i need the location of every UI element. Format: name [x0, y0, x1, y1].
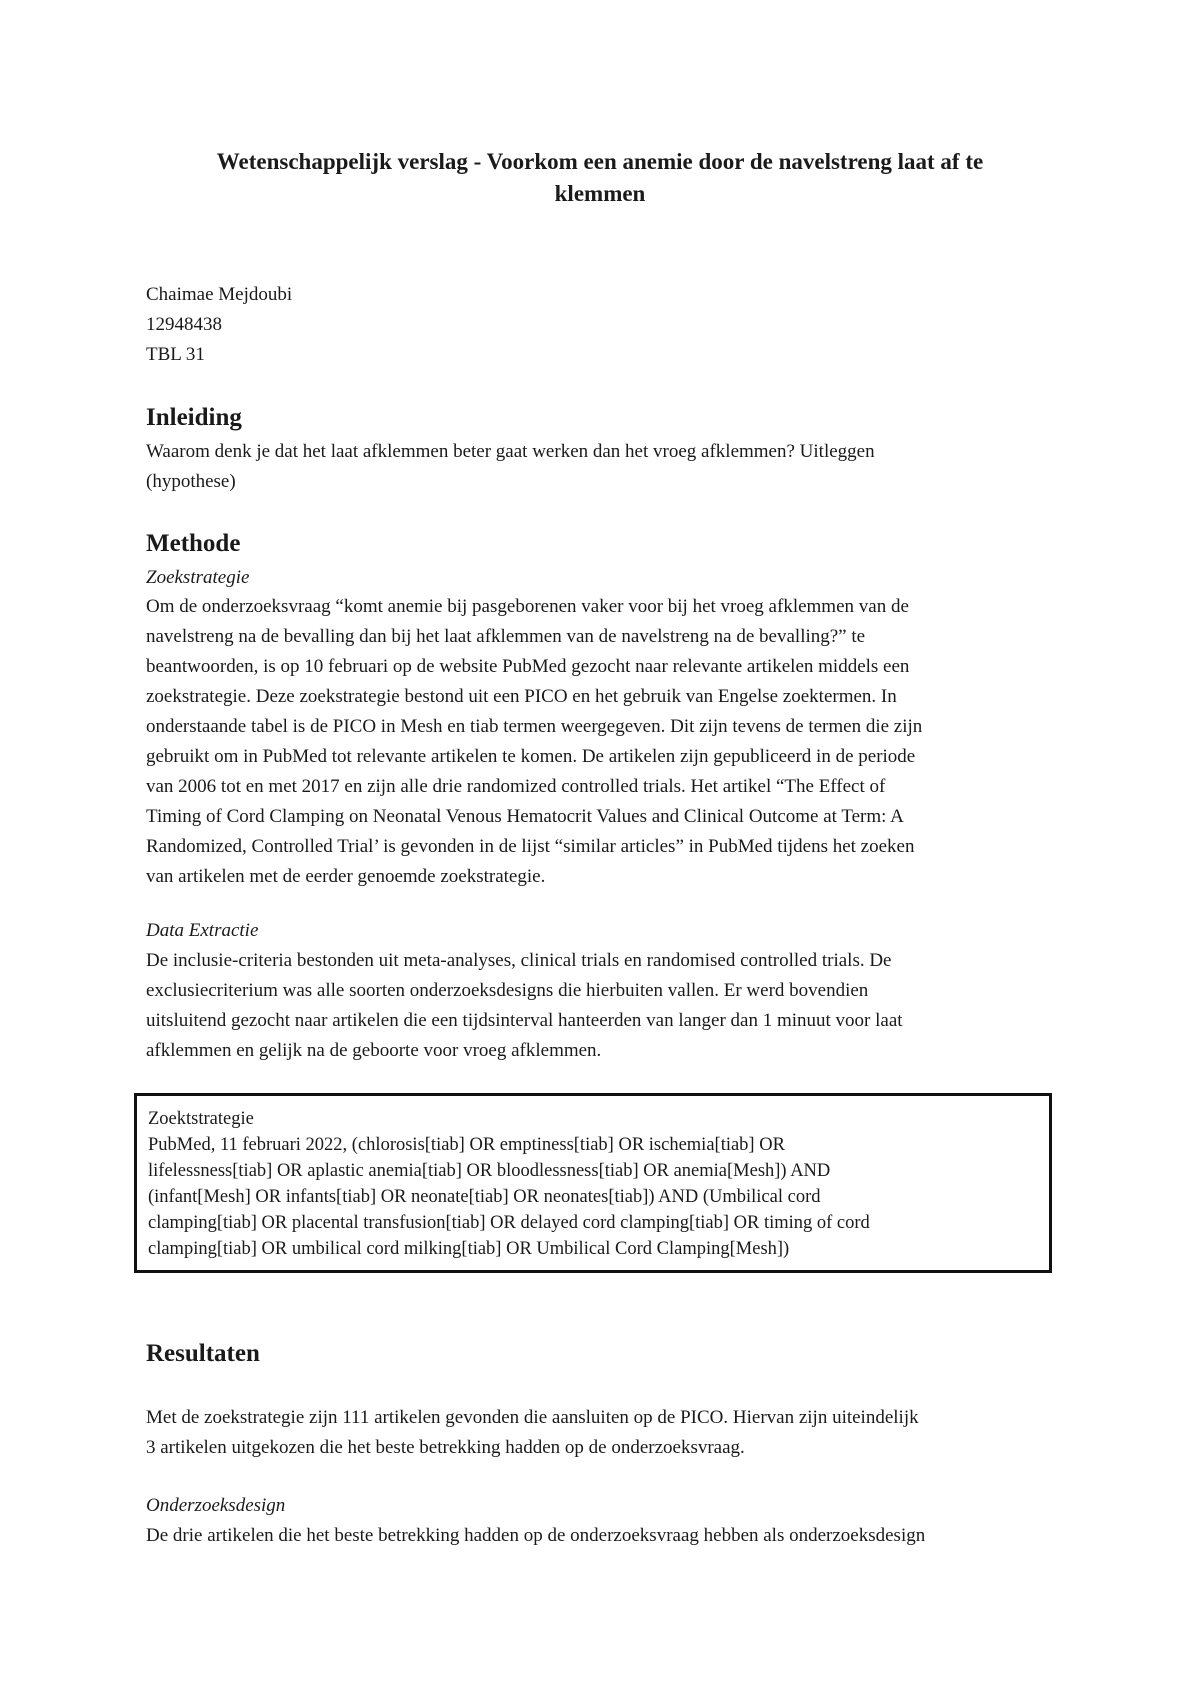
- document-title: [150, 146, 1050, 210]
- subheading-onderzoeksdesign: Onderzoeksdesign: [146, 1495, 286, 1516]
- heading-methode: Methode: [146, 530, 241, 557]
- search-box-line: (infant[Mesh] OR infants[tiab] OR neonate[tiab] OR neonates[tiab]) AND (Umbilical cord: [148, 1187, 821, 1207]
- paragraph-line: 3 artikelen uitgekozen die het beste betrekking hadden op de onderzoeksvraag.: [146, 1437, 745, 1458]
- subheading-zoekstrategie: Zoekstrategie: [146, 567, 250, 588]
- author-name: Chaimae Mejdoubi: [146, 284, 293, 305]
- paragraph-line: Waarom denk je dat het laat afklemmen beter gaat werken dan het vroeg afklemmen? Uitleggen: [146, 441, 875, 462]
- resultaten-paragraph: [146, 1403, 1076, 1463]
- search-box-line: clamping[tiab] OR umbilical cord milking[tiab] OR Umbilical Cord Clamping[Mesh]): [148, 1239, 790, 1259]
- title-line-2: klemmen: [554, 181, 646, 206]
- inleiding-paragraph: [146, 437, 1076, 497]
- data-extractie-paragraph: [146, 946, 1076, 1066]
- subheading-data-extractie: Data Extractie: [146, 920, 259, 941]
- search-box-line: lifelessness[tiab] OR aplastic anemia[tiab] OR bloodlessness[tiab] OR anemia[Mesh]) AND: [148, 1161, 831, 1181]
- paragraph-line: van artikelen met de eerder genoemde zoekstrategie.: [146, 866, 546, 887]
- search-box-label: Zoektstrategie: [148, 1109, 254, 1129]
- search-strategy-box: [134, 1093, 1052, 1273]
- paragraph-line: onderstaande tabel is de PICO in Mesh en tiab termen weergegeven. Dit zijn tevens de termen die zijn: [146, 716, 923, 737]
- paragraph-line: uitsluitend gezocht naar artikelen die een tijdsinterval hanteerden van langer dan 1 minuut voor laat: [146, 1010, 903, 1031]
- search-box-line: clamping[tiab] OR placental transfusion[tiab] OR delayed cord clamping[tiab] OR timing of cord: [148, 1213, 870, 1233]
- paragraph-line: (hypothese): [146, 471, 236, 492]
- student-number: 12948438: [146, 314, 222, 335]
- search-box-line: PubMed, 11 februari 2022, (chlorosis[tiab] OR emptiness[tiab] OR ischemia[tiab] OR: [148, 1135, 785, 1155]
- paragraph-line: Om de onderzoeksvraag “komt anemie bij pasgeborenen vaker voor bij het vroeg afklemmen van de: [146, 596, 909, 617]
- paragraph-line: beantwoorden, is op 10 februari op de website PubMed gezocht naar relevante artikelen middels een: [146, 656, 910, 677]
- paragraph-line: exclusiecriterium was alle soorten onderzoeksdesigns die hierbuiten vallen. Er werd bovendien: [146, 980, 869, 1001]
- title-line-1: Wetenschappelijk verslag - Voorkom een anemie door de navelstreng laat af te: [216, 149, 984, 174]
- onderzoeksdesign-paragraph: [146, 1521, 1076, 1551]
- paragraph-line: navelstreng na de bevalling dan bij het laat afklemmen van de navelstreng na de bevalling?” te: [146, 626, 866, 647]
- heading-inleiding: Inleiding: [146, 404, 242, 431]
- zoekstrategie-paragraph: [146, 592, 1076, 892]
- paragraph-line: Timing of Cord Clamping on Neonatal Venous Hematocrit Values and Clinical Outcome at Term: A: [146, 806, 904, 827]
- author-info: [146, 280, 292, 370]
- paragraph-line: afklemmen en gelijk na de geboorte voor vroeg afklemmen.: [146, 1040, 602, 1061]
- group-label: TBL 31: [146, 344, 205, 365]
- paragraph-line: De inclusie-criteria bestonden uit meta-analyses, clinical trials en randomised controlled trials. De: [146, 950, 892, 971]
- paragraph-line: Randomized, Controlled Trial’ is gevonden in de lijst “similar articles” in PubMed tijdens het zoeken: [146, 836, 915, 857]
- paragraph-line: De drie artikelen die het beste betrekking hadden op de onderzoeksvraag hebben als onderzoeksdesign: [146, 1525, 926, 1546]
- paragraph-line: gebruikt om in PubMed tot relevante artikelen te komen. De artikelen zijn gepubliceerd in de periode: [146, 746, 916, 767]
- paragraph-line: van 2006 tot en met 2017 en zijn alle drie randomized controlled trials. Het artikel “The Effect of: [146, 776, 886, 797]
- paragraph-line: Met de zoekstrategie zijn 111 artikelen gevonden die aansluiten op de PICO. Hiervan zijn uiteindelijk: [146, 1407, 919, 1428]
- heading-resultaten: Resultaten: [146, 1340, 260, 1367]
- paragraph-line: zoekstrategie. Deze zoekstrategie bestond uit een PICO en het gebruik van Engelse zoektermen. In: [146, 686, 897, 707]
